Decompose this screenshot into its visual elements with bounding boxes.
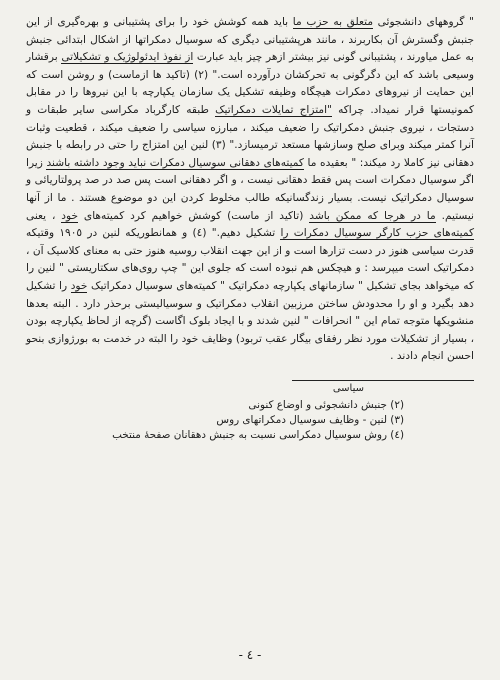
underlined-text: ما در هرجا که ممکن باشد xyxy=(309,209,436,222)
text-run: طبقه کارگرباد مکراسی سایر طبقات و دستجات ، نیروی جنبش دمکراتیک را ضعیف میکند ، مبارزه سیاسی را ضعیف میکند ، قطعیت وثبات آنرا کمتر میکند وبرای صلح وسازشها مستعد ترمیسازد." (٣) لنین این امتزاج را حتی در رابطه با جنبش دهقانی نیز کاملا رد میکند: " بعقیده ما xyxy=(26,103,474,169)
footnote-divider xyxy=(292,380,474,381)
text-run: زیرا اگر سوسیال دمکرات است پس فقط دهقانی نیست ، و اگر دهقانی است پس صد در صد پرولتاریائی و سوسیال دمکراتیک نیست. بسیار زندگسانیکه طالب مخلوط کردن این دو موضوع هستند . ما از آنها نیستیم. xyxy=(26,156,474,222)
text-run: تشکیل دهیم." (٤) و همانطوریکه لنین در ١٩٠٥ وقتیکه قدرت سیاسی هنوز در دست تزارها است و از این جهت انقلاب روسیه هنوز حتی به معنای کلاسیک آن ، دمکراتیک است میپرسد : و هیچکس هم نبوده است که جلوی این " چپ روی‌های سکتاریستی " لنین را که میخواهد بجای تشکیل " سازمانهای یکپارچه دمکراتیک " کمیته‌های سوسیال دمکراتیک xyxy=(26,227,475,292)
underlined-text: کمیته‌های دهقانی سوسیال دمکرات نباید وجود داشته باشند xyxy=(46,156,304,169)
body-text xyxy=(26,14,474,366)
text-run: باید همه کوشش خود را برای پشتیبانی و بهره‌گیری از این جنبش وگسترش آن بکاربرند ، مانند هرپشتیبانی دیگری که سوسیال دمکراتها از اشکال ابتدائی جنبش به عمل میاورند ، پشتیبانی گونی نیز بیشتر ازهر چیز باید عبارت xyxy=(26,16,474,64)
underlined-text: از نفوذ ایدئولوژیک و تشکیلاتی xyxy=(61,51,194,64)
text-run: را تشکیل دهد بگیرد و او را محدودش ساختن مرزبین انقلاب دمکراتیک و سوسیالیستی برحذر دارد . البته بعدها منشویکها متوجه تمام این " انحرافات " لنین شدند و با ایجاد بلوک اگاست (گرچه از لحاظ یکپارچه بودن ، بسیار از تشکیلات مورد نظر رفقای بیگار عقب تربود) وظایف خود را البته در خدمت به بورژوازی بنحو احسن انجام دادند . xyxy=(26,279,474,363)
text-run: ، یعنی xyxy=(26,209,62,222)
paragraph xyxy=(26,14,474,366)
text-run: (تاکید از ماست) کوشش خواهیم کرد کمیته‌های xyxy=(78,209,310,222)
text-run: " گروههای دانشجوئی xyxy=(373,16,474,28)
page-number: - ٤ - xyxy=(238,648,262,662)
footnote: (٤) روش سوسیال دمکراسی نسبت به جنبش دهقانان صفحهٔ منتخب xyxy=(112,428,404,441)
underlined-text: خود xyxy=(70,279,88,292)
underlined-text: کمیته‌های حزب کارگر سوسیال دمکرات را xyxy=(280,227,474,240)
footnote-heading: سیاسی xyxy=(332,382,364,394)
underlined-text: متعلق به حزب ما xyxy=(292,16,373,28)
underlined-text: خود xyxy=(61,209,79,222)
footnote: (٢) جنبش دانشجوئی و اوضاع کنونی xyxy=(248,398,404,411)
footnote-list xyxy=(26,398,474,443)
underlined-text: "امتزاج تمایلات دمکراتیک xyxy=(215,103,332,116)
footnote: (٣) لنین - وظایف سوسیال دمکراتهای روس xyxy=(216,413,404,426)
text-run: برقشار وسیعی باشد که این دگرگونی به تحرکشان درآورده است." (٢) (تاکید ها ازماست) و روشن است که این حمایت از نیروهای دمکرات هیچگاه وظیفه تشکیل یک سازمان یکپارچه با این نیروها را در مقابل کمونیستها قرار نمیداد. چراکه xyxy=(26,51,475,116)
